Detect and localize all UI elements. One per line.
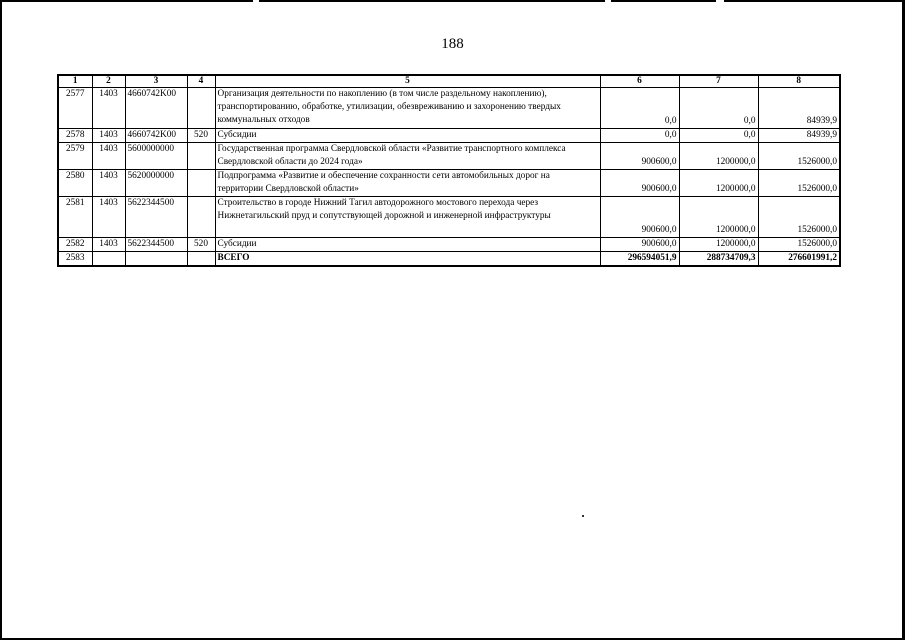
amount-year-3: 84939,9	[758, 129, 840, 143]
target-code: 4660742K00	[125, 88, 187, 129]
row-number: 2582	[58, 238, 92, 252]
expense-type: 520	[187, 129, 215, 143]
amount-year-3: 1526000,0	[758, 197, 840, 238]
frame-gap	[716, 0, 724, 3]
row-number: 2578	[58, 129, 92, 143]
table-row	[58, 238, 840, 252]
amount-year-1: 0,0	[600, 88, 679, 129]
target-code: 5620000000	[125, 170, 187, 197]
total-row	[58, 252, 840, 267]
row-number: 2577	[58, 88, 92, 129]
amount-year-3: 1526000,0	[758, 143, 840, 170]
expense-type	[187, 170, 215, 197]
item-name: Субсидии	[215, 129, 600, 143]
section-code: 1403	[92, 88, 125, 129]
column-header: 3	[125, 75, 187, 88]
page-frame-top	[0, 0, 905, 2]
row-number: 2583	[58, 252, 92, 267]
amount-year-2: 0,0	[679, 88, 758, 129]
column-header: 8	[758, 75, 840, 88]
target-code: 4660742K00	[125, 129, 187, 143]
budget-table	[57, 74, 841, 267]
target-code: 5622344500	[125, 197, 187, 238]
column-header: 5	[215, 75, 600, 88]
total-label: ВСЕГО	[215, 252, 600, 267]
section-code: 1403	[92, 143, 125, 170]
total-year-3: 276601991,2	[758, 252, 840, 267]
expense-type	[187, 197, 215, 238]
table-row	[58, 143, 840, 170]
column-header: 1	[58, 75, 92, 88]
expense-type: 520	[187, 238, 215, 252]
item-name: Государственная программа Свердловской области «Развитие транспортного комплекса Свердловской области до 2024 года»	[215, 143, 600, 170]
page-number: 188	[441, 36, 464, 52]
column-header: 4	[187, 75, 215, 88]
amount-year-3: 84939,9	[758, 88, 840, 129]
expense-type	[187, 143, 215, 170]
total-year-1: 296594051,9	[600, 252, 679, 267]
section-code: 1403	[92, 197, 125, 238]
item-name: Подпрограмма «Развитие и обеспечение сохранности сети автомобильных дорог на территории Свердловской области»	[215, 170, 600, 197]
frame-gap	[605, 0, 611, 3]
row-number: 2580	[58, 170, 92, 197]
target-code: 5600000000	[125, 143, 187, 170]
amount-year-2: 1200000,0	[679, 238, 758, 252]
amount-year-2: 0,0	[679, 129, 758, 143]
item-name: Субсидии	[215, 238, 600, 252]
column-header: 6	[600, 75, 679, 88]
table-row	[58, 197, 840, 238]
empty-cell	[125, 252, 187, 267]
row-number: 2581	[58, 197, 92, 238]
table-row	[58, 129, 840, 143]
frame-gap	[253, 0, 259, 3]
amount-year-1: 900600,0	[600, 238, 679, 252]
amount-year-3: 1526000,0	[758, 170, 840, 197]
amount-year-2: 1200000,0	[679, 170, 758, 197]
amount-year-2: 1200000,0	[679, 143, 758, 170]
item-name: Строительство в городе Нижний Тагил автодорожного мостового перехода через Нижнетагильский пруд и сопутствующей дорожной и инженерной инфраструктуры	[215, 197, 600, 238]
target-code: 5622344500	[125, 238, 187, 252]
amount-year-1: 900600,0	[600, 143, 679, 170]
amount-year-1: 900600,0	[600, 197, 679, 238]
amount-year-1: 900600,0	[600, 170, 679, 197]
amount-year-2: 1200000,0	[679, 197, 758, 238]
section-code: 1403	[92, 170, 125, 197]
page-frame-left	[0, 0, 2, 640]
empty-cell	[92, 252, 125, 267]
section-code: 1403	[92, 238, 125, 252]
item-name: Организация деятельности по накоплению (в том числе раздельному накоплению), транспортированию, обработке, утилизации, обезвреживанию и захоронению твердых коммунальных отходов	[215, 88, 600, 129]
amount-year-3: 1526000,0	[758, 238, 840, 252]
expense-type	[187, 88, 215, 129]
scan-speck	[582, 515, 584, 517]
total-year-2: 288734709,3	[679, 252, 758, 267]
section-code: 1403	[92, 129, 125, 143]
empty-cell	[187, 252, 215, 267]
table-header-row	[58, 75, 840, 88]
table-row	[58, 88, 840, 129]
row-number: 2579	[58, 143, 92, 170]
column-header: 7	[679, 75, 758, 88]
amount-year-1: 0,0	[600, 129, 679, 143]
column-header: 2	[92, 75, 125, 88]
table-row	[58, 170, 840, 197]
